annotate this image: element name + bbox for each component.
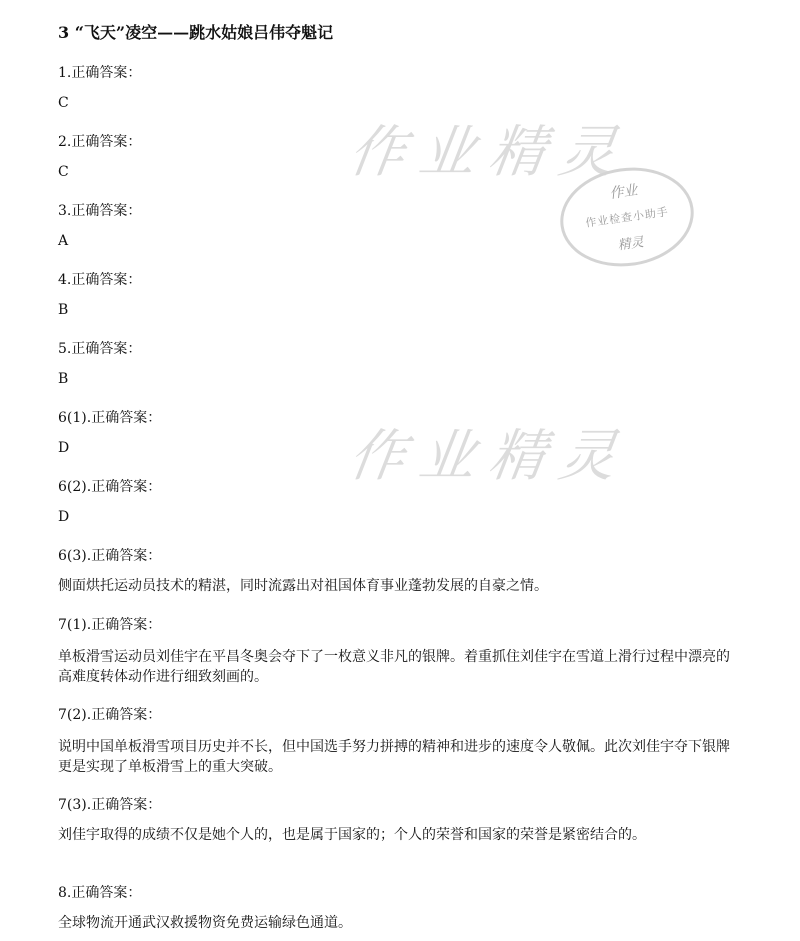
watermark-middle [344,412,634,492]
question-label: 2.正确答案： [58,134,142,150]
question-label: 6(1).正确答案： [58,410,162,426]
question-label: 7(1).正确答案： [58,617,162,633]
answer-text: 刘佳宇取得的成绩不仅是她个人的，也是属于国家的；个人的荣誉和国家的荣誉是紧密结合的。 [58,827,646,843]
stamp-middle-text: 作业检查小助手 [584,205,670,230]
watermark-text: 作业精灵 [344,424,634,489]
stamp-top-text: 作业 [608,182,639,203]
watermark-stamp [554,159,700,275]
answer-text: C [58,164,69,180]
answer-text: 全球物流开通武汉救援物资免费运输绿色通道。 [58,915,352,931]
stamp-bottom-text: 精灵 [616,234,645,254]
answer-text: 侧面烘托运动员技术的精湛，同时流露出对祖国体育事业蓬勃发展的自豪之情。 [58,578,548,594]
question-label: 7(2).正确答案： [58,707,162,723]
answer-text: A [58,233,69,249]
question-label: 7(3).正确答案： [58,797,162,813]
watermark-text: 作业精灵 [344,120,634,185]
answer-text: 说明中国单板滑雪项目历史并不长，但中国选手努力拼搏的精神和进步的速度令人敬佩。此次刘佳宇夺下银牌更是实现了单板滑雪上的重大突破。 [58,739,730,775]
question-label: 3.正确答案： [58,203,142,219]
answer-text: C [58,95,69,111]
answer-text: B [58,302,69,318]
answer-text: 单板滑雪运动员刘佳宇在平昌冬奥会夺下了一枚意义非凡的银牌。着重抓住刘佳宇在雪道上滑行过程中漂亮的高难度转体动作进行细致刻画的。 [58,649,730,685]
question-label: 1.正确答案： [58,65,142,81]
answer-text: D [58,509,70,525]
question-label: 5.正确答案： [58,341,142,357]
question-label: 6(2).正确答案： [58,479,162,495]
question-label: 8.正确答案： [58,885,142,901]
answer-text: D [58,440,70,456]
watermark-top [344,108,634,188]
answer-text: B [58,371,69,387]
question-label: 6(3).正确答案： [58,548,162,564]
question-label: 4.正确答案： [58,272,142,288]
page-title: 3 “飞天”凌空——跳水姑娘吕伟夺魁记 [58,23,334,42]
